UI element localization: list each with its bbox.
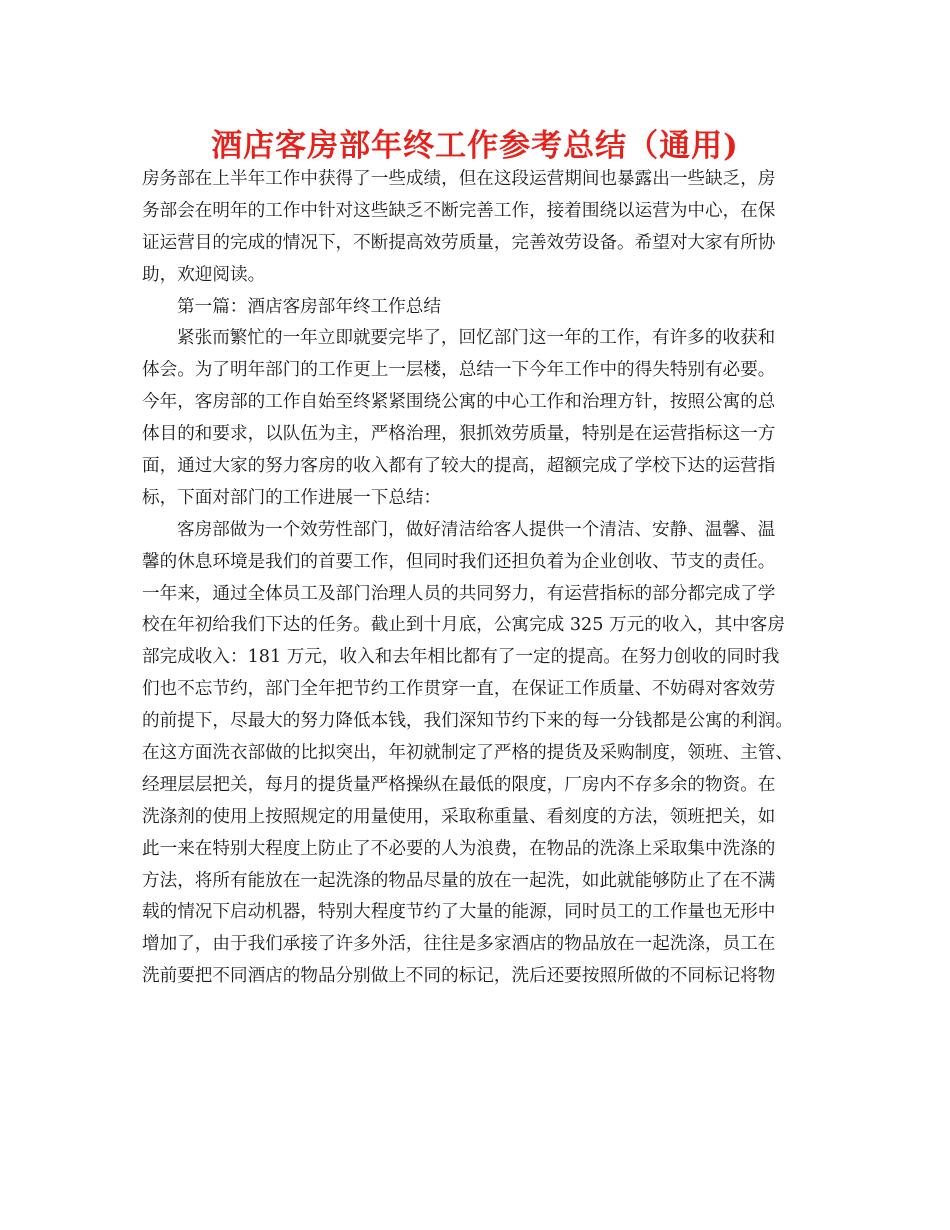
- body-line: 体目的和要求，以队伍为主，严格治理，狠抓效劳质量，特别是在运营指标这一方: [142, 424, 776, 445]
- body-line: 面，通过大家的努力客房的收入都有了较大的提高，超额完成了学校下达的运营指: [142, 456, 776, 477]
- body-line: 此一来在特别大程度上防止了不必要的人为浪费，在物品的洗涤上采取集中洗涤的: [142, 838, 776, 859]
- body-line: 标，下面对部门的工作进展一下总结：: [142, 487, 442, 508]
- body-line: 校在年初给我们下达的任务。截止到十月底，公寓完成 325 万元的收入，其中客房: [142, 615, 785, 636]
- body-line: 的前提下，尽最大的努力降低本钱，我们深知节约下来的每一分钱都是公寓的利润。: [142, 711, 793, 732]
- document-body: [142, 164, 822, 993]
- body-line: 助，欢迎阅读。: [142, 264, 266, 285]
- body-line: 体会。为了明年部门的工作更上一层楼，总结一下今年工作中的得失特别有必要。: [142, 360, 776, 381]
- body-line: 洗前要把不同酒店的物品分别做上不同的标记，洗后还要按照所做的不同标记将物: [142, 966, 776, 987]
- body-line: 增加了，由于我们承接了许多外活，往往是多家酒店的物品放在一起洗涤，员工在: [142, 934, 776, 955]
- body-line: 载的情况下启动机器，特别大程度节约了大量的能源，同时员工的工作量也无形中: [142, 902, 776, 923]
- body-line: 经理层层把关，每月的提货量严格操纵在最低的限度，厂房内不存多余的物资。在: [142, 774, 776, 795]
- paragraph-start-line: 紧张而繁忙的一年立即就要完毕了，回忆部门这一年的工作，有许多的收获和: [177, 328, 776, 349]
- body-line: 一年来，通过全体员工及部门治理人员的共同努力，有运营指标的部分都完成了学: [142, 583, 776, 604]
- body-line: 馨的休息环境是我们的首要工作，但同时我们还担负着为企业创收、节支的责任。: [142, 551, 776, 572]
- body-line: 在这方面洗衣部做的比拟突出，年初就制定了严格的提货及采购制度，领班、主管、: [142, 743, 793, 764]
- body-line: 方法，将所有能放在一起洗涤的物品尽量的放在一起洗，如此就能够防止了在不满: [142, 870, 776, 891]
- body-line: 部完成收入：181 万元，收入和去年相比都有了一定的提高。在努力创收的同时我: [142, 647, 780, 668]
- body-line: 们也不忘节约，部门全年把节约工作贯穿一直，在保证工作质量、不妨碍对客效劳: [142, 679, 776, 700]
- document-title: 酒店客房部年终工作参考总结（通用): [211, 128, 739, 164]
- body-line: 房务部在上半年工作中获得了一些成绩，但在这段运营期间也暴露出一些缺乏，房: [142, 169, 776, 189]
- body-line: 今年，客房部的工作自始至终紧紧围绕公寓的中心工作和治理方针，按照公寓的总: [142, 392, 776, 413]
- body-line: 证运营目的完成的情况下，不断提高效劳质量，完善效劳设备。希望对大家有所协: [142, 232, 776, 253]
- body-line: 务部会在明年的工作中针对这些缺乏不断完善工作，接着围绕以运营为中心，在保: [142, 200, 776, 221]
- paragraph-start-line: 客房部做为一个效劳性部门，做好清洁给客人提供一个清洁、安静、温馨、温: [177, 519, 776, 540]
- body-line: 洗涤剂的使用上按照规定的用量使用，采取称重量、看刻度的方法，领班把关，如: [142, 806, 776, 827]
- section-heading: 第一篇：酒店客房部年终工作总结: [177, 296, 441, 317]
